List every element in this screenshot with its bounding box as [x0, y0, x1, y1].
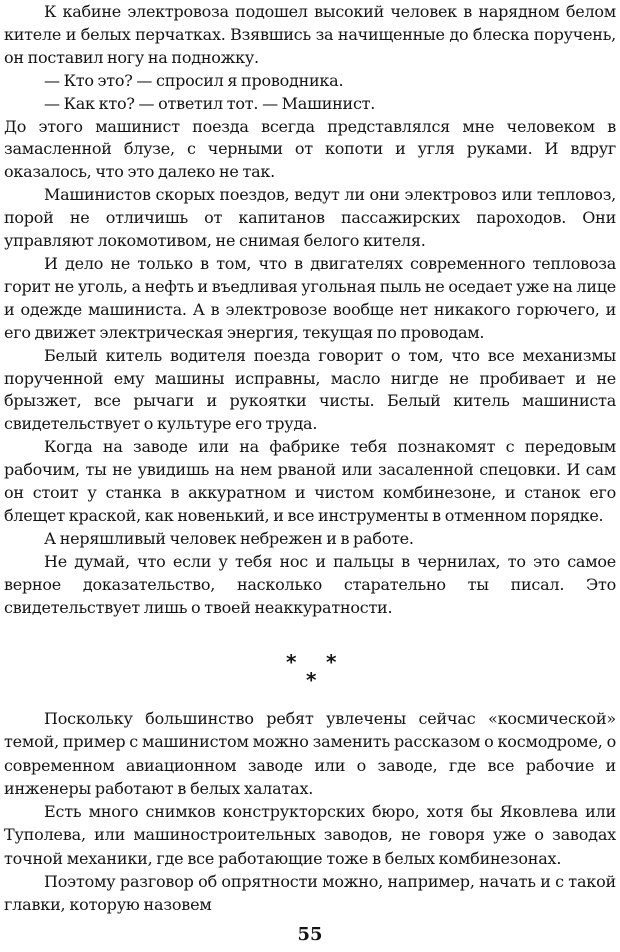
paragraph: Поскольку большинство ребят увлечены сейчас «космической» темой, пример с машинистом можно заменить рассказом о космодроме, о современном авиационном заводе или о заводе, где все рабочие и инженеры работают в белых халатах.	[4, 709, 616, 798]
dialogue-line: — Как кто? — ответил тот. — Машинист.	[44, 93, 376, 113]
separator-star: *	[306, 668, 317, 692]
paragraph: Есть много снимков конструкторских бюро, хотя бы Яковлева или Туполева, или машиностроительных заводов, не говоря уже о заводах точной механики, где все работающие тоже в белых комбинезонах.	[4, 802, 616, 868]
paragraph: Машинистов скорых поездов, ведут ли они электровоз или тепловоз, порой не отличишь от капитанов пассажирских пароходов. Они управляют локомотивом, не снимая белого кителя.	[4, 185, 616, 251]
paragraph: К кабине электровоза подошел высокий человек в нарядном белом кителе и белых перчатках. Взявшись за начищенные до блеска поручень, он поставил ногу на подножку.	[4, 2, 616, 67]
paragraph: Когда на заводе или на фабрике тебя познакомят с передовым рабочим, ты не увидишь на нем рваной или засаленной спецовки. И сам он стоит у станка в аккуратном и чистом комбинезоне, и станок его блещет краской, как новенький, и все инструменты в отменном порядке.	[4, 437, 616, 525]
dialogue-line: — Кто это? — спросил я проводника.	[44, 70, 344, 90]
paragraph: Поэтому разговор об опрятности можно, например, начать и с такой главки, которую назовем	[4, 872, 616, 915]
paragraph: Не думай, что если у тебя нос и пальцы в чернилах, то это самое верное доказательство, насколько старательно ты писал. Это свидетельствует лишь о твоей неаккуратности.	[4, 551, 616, 617]
paragraph: До этого машинист поезда всегда представлялся мне человеком в замасленной блузе, с черными от копоти и угля руками. И вдруг оказалось, что это далеко не так.	[4, 116, 616, 182]
separator-star: *	[326, 650, 337, 674]
paragraph: А неряшливый человек небрежен и в работе.	[44, 528, 414, 548]
text-section-1	[4, 1, 616, 619]
text-section-2	[4, 707, 616, 917]
paragraph: Белый китель водителя поезда говорит о том, что все механизмы порученной ему машины исправны, масло нигде не пробивает и не брызжет, все рычаги и рукоятки чисты. Белый китель машиниста свидетельствует о культуре его труда.	[4, 345, 616, 434]
section-separator	[0, 652, 620, 692]
page-number: 55	[297, 924, 323, 945]
separator-star: *	[286, 650, 297, 674]
paragraph: И дело не только в том, что в двигателях современного тепловоза горит не уголь, а нефть и въедливая угольная пыль не оседает уже на лице и одежде машиниста. А в электровозе вообще нет никакого горючего, и его движет электрическая энергия, текущая по проводам.	[4, 253, 616, 342]
